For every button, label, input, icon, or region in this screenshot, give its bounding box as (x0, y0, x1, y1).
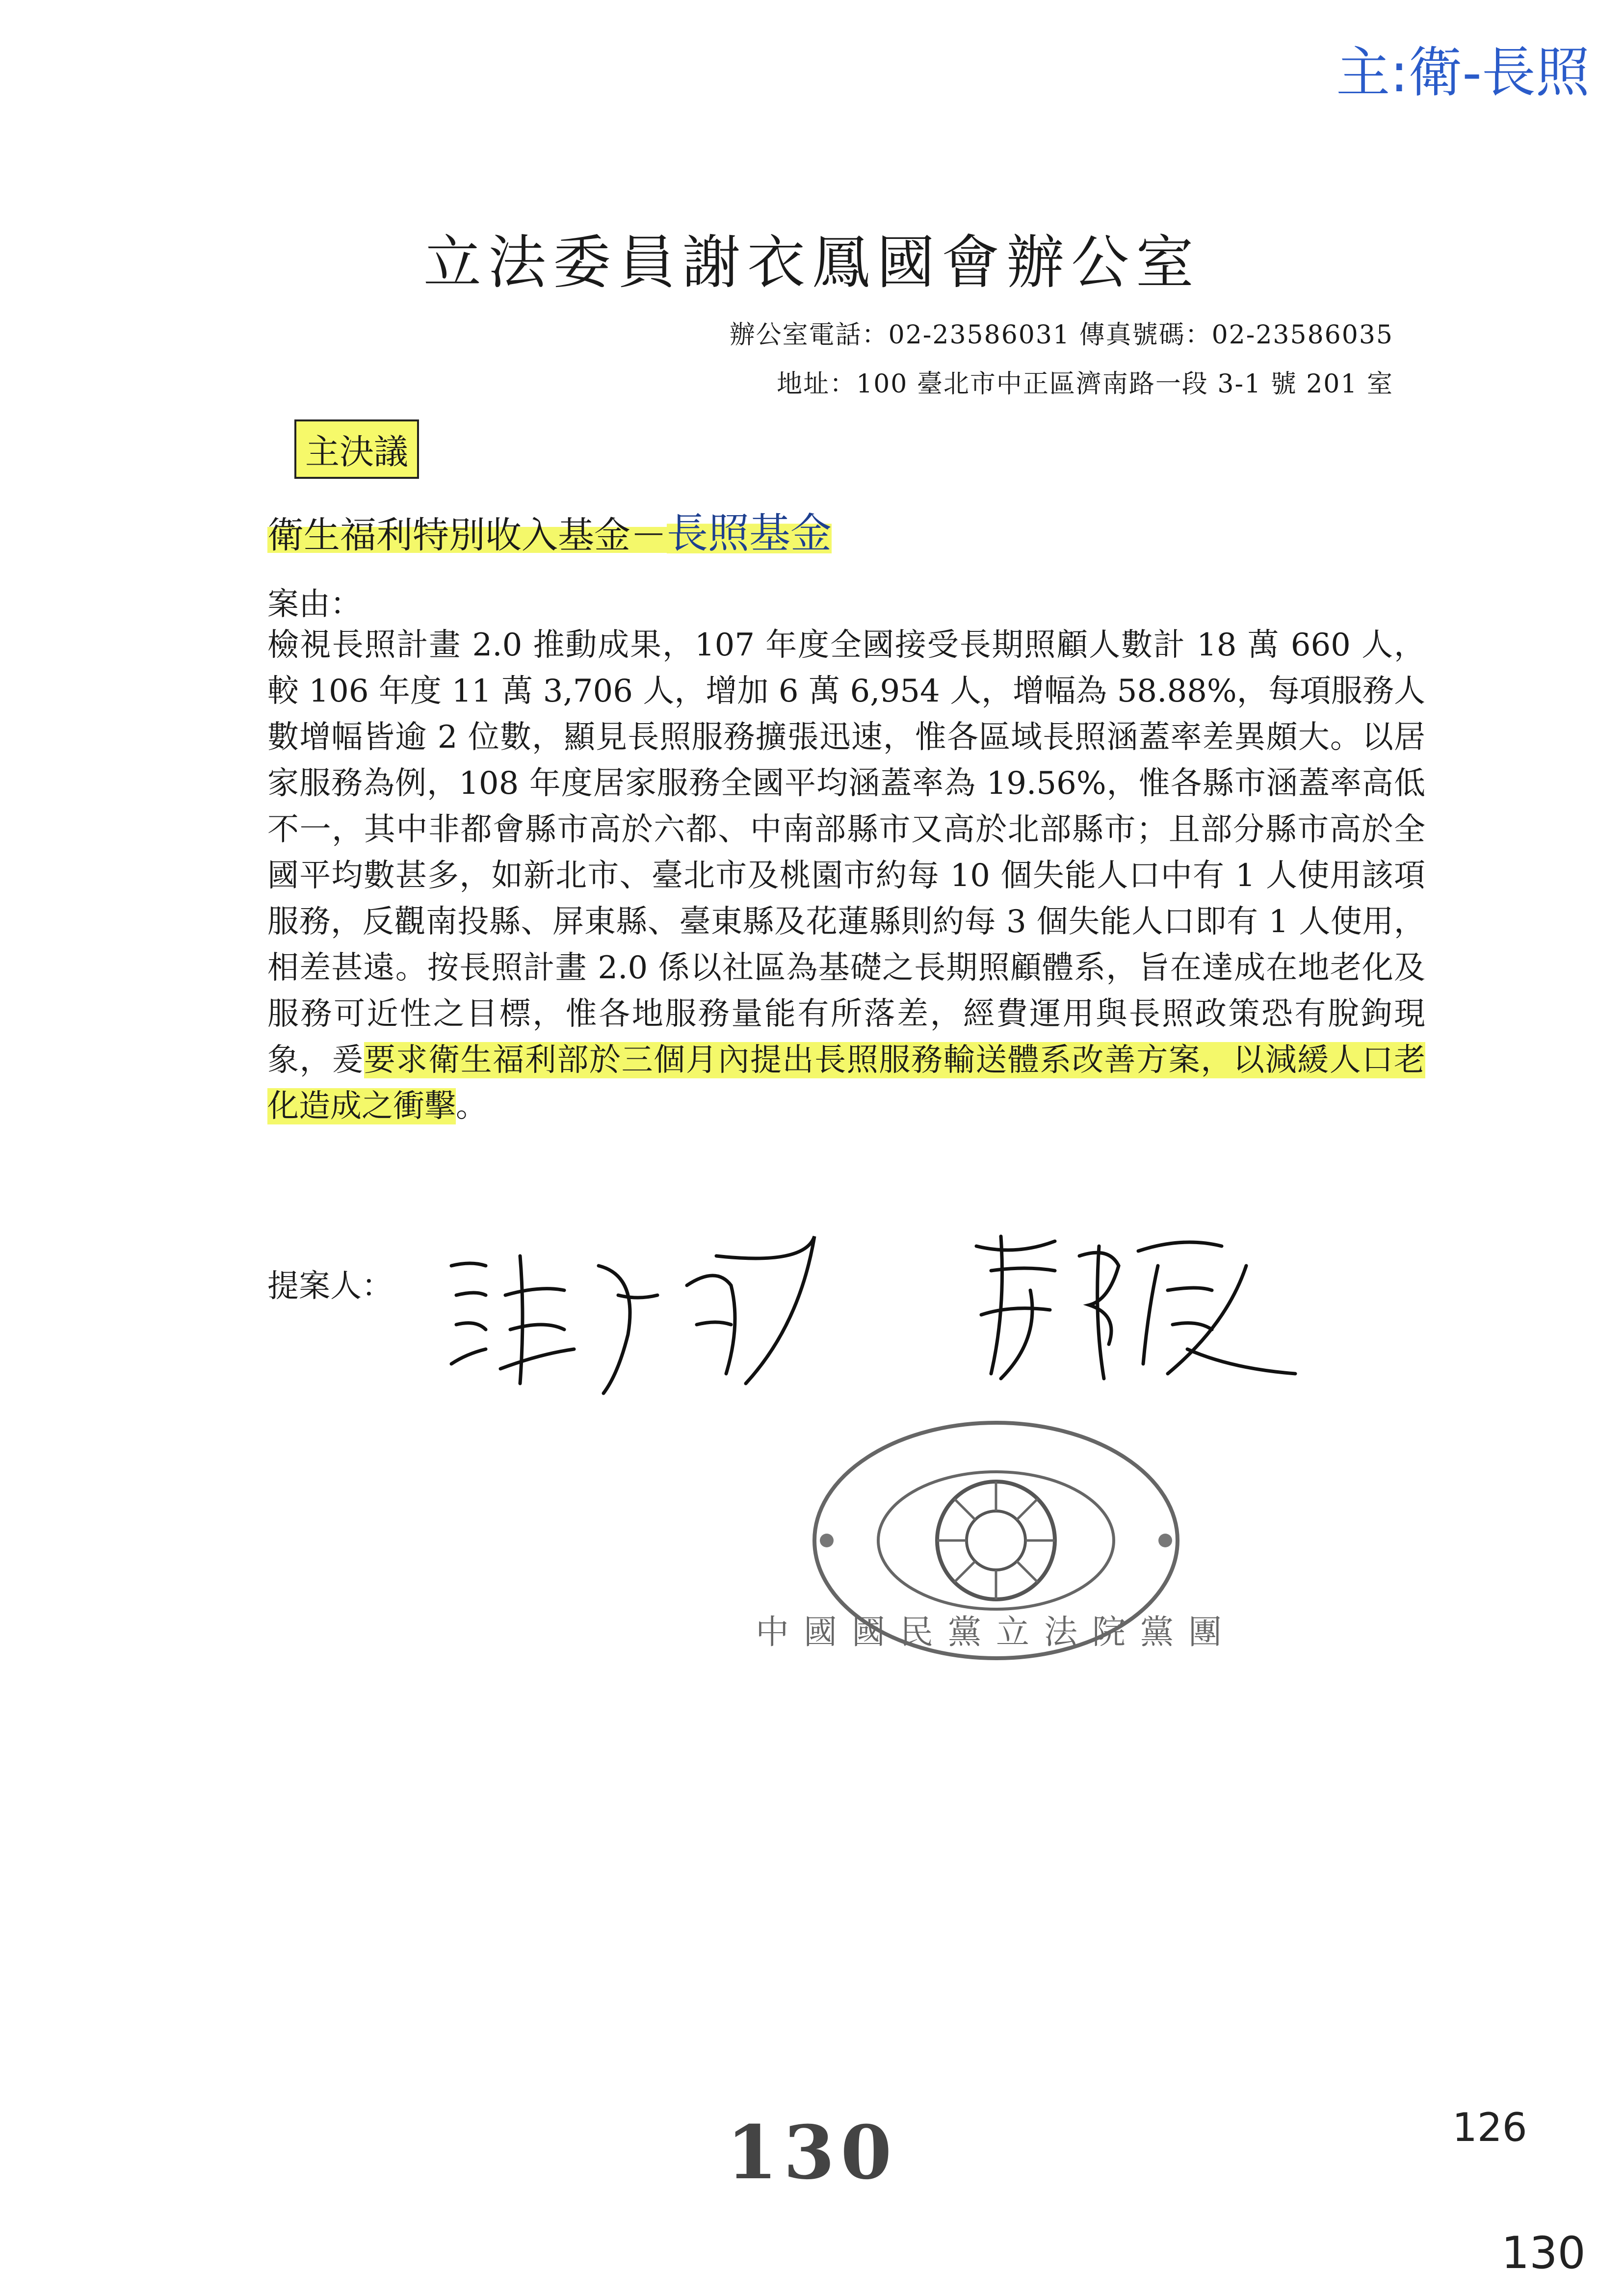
proposer-label: 提案人： (267, 1268, 393, 1305)
reason-end: 。 (456, 1088, 487, 1124)
reason-highlighted-request: 要求衛生福利部於三個月內提出長照服務輸送體系改善方案，以減緩人口老化造成之衝擊 (267, 1042, 1426, 1124)
margin-note-2: 130 (1501, 2227, 1586, 2279)
subject-line (267, 500, 832, 560)
stamp-text: 中國國民黨立法院黨團 (755, 1613, 1237, 1652)
page-number: 130 (726, 2110, 898, 2196)
reason-label: 案由： (267, 586, 362, 623)
subject-handwritten: 長照基金 (667, 509, 832, 557)
party-caucus-stamp (755, 1413, 1237, 1668)
corner-handwritten-note: 主:衛-長照 (1336, 41, 1590, 104)
reason-body (267, 622, 1425, 1129)
margin-note-1: 126 (1452, 2105, 1527, 2150)
signature-2 (971, 1217, 1315, 1393)
office-title: 立法委員謝衣鳳國會辦公室 (423, 229, 1201, 296)
phone-fax-line: 辦公室電話：02-23586031 傳真號碼：02-23586035 (729, 320, 1393, 350)
subject-printed: 衛生福利特別收入基金－ (267, 514, 667, 556)
signature-1 (442, 1226, 834, 1403)
resolution-type-label: 主決議 (294, 419, 419, 479)
address-line: 地址：100 臺北市中正區濟南路一段 3-1 號 201 室 (777, 369, 1393, 399)
reason-text: 檢視長照計畫 2.0 推動成果，107 年度全國接受長期照顧人數計 18 萬 660 人，較 106 年度 11 萬 3,706 人，增加 6 萬 6,954 人，增幅為 58.88%，每項服務人數增幅皆逾 2 位數，顯見長照服務擴張迅速，惟各區域長照涵蓋率差異頗大。以居家服務為例，108 年度居家服務全國平均涵蓋率為 19.56%，惟各縣市涵蓋率高低不一，其中非都會縣市高於六都、中南部縣市又高於北部縣市；且部分縣市高於全國平均數甚多，如新北市、臺北市及桃園市約每 10 個失能人口中有 1 人使用該項服務，反觀南投縣、屏東縣、臺東縣及花蓮縣則約每 3 個失能人口即有 1 人使用，相差甚遠。按長照計畫 2.0 係以社區為基礎之長期照顧體系，旨在達成在地老化及服務可近性之目標，惟各地服務量能有所落差，經費運用與長照政策恐有脫鉤現象，爰 (267, 627, 1425, 1078)
